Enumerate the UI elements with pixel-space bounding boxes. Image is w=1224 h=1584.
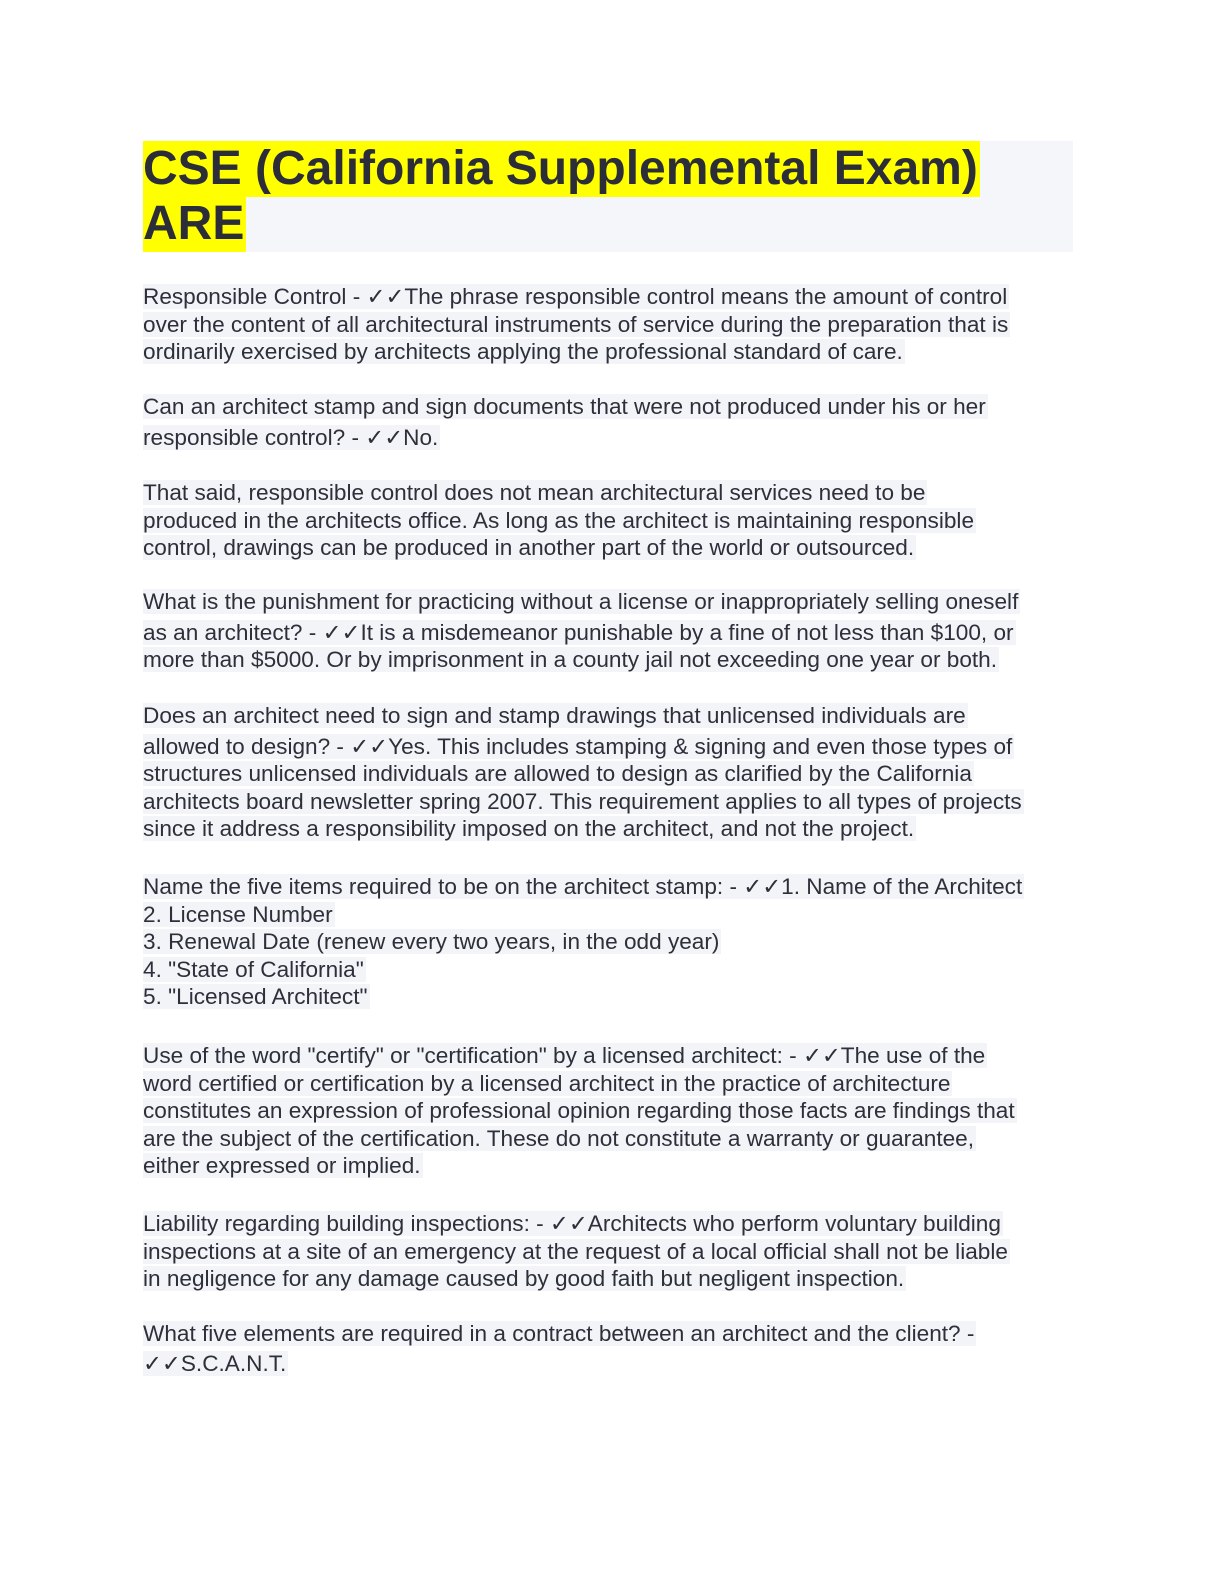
qa-line: 5. "Licensed Architect" bbox=[143, 984, 368, 1009]
qa-line: control, drawings can be produced in another part of the world or outsourced. bbox=[143, 535, 915, 560]
qa-line: What five elements are required in a contract between an architect and the client? - bbox=[143, 1321, 975, 1346]
qa-line: Responsible Control - ✓✓The phrase responsible control means the amount of control bbox=[143, 284, 1008, 309]
qa-line: 2. License Number bbox=[143, 901, 333, 927]
qa-line: Name the five items required to be on the architect stamp: - ✓✓1. Name of the Architect bbox=[143, 874, 1023, 899]
qa-card bbox=[143, 588, 1073, 674]
qa-line: What is the punishment for practicing without a license or inappropriately selling oneself bbox=[143, 589, 1019, 614]
qa-line: in negligence for any damage caused by good faith but negligent inspection. bbox=[143, 1266, 905, 1291]
qa-line: architects board newsletter spring 2007. This requirement applies to all types of projects bbox=[143, 788, 1022, 814]
qa-line: word certified or certification by a licensed architect in the practice of architecture bbox=[143, 1070, 951, 1096]
qa-line: constitutes an expression of professional opinion regarding those facts are findings that bbox=[143, 1098, 1015, 1123]
document-title bbox=[143, 141, 1073, 252]
qa-card bbox=[143, 283, 1073, 366]
qa-line: inspections at a site of an emergency at the request of a local official shall not be liable bbox=[143, 1238, 1008, 1264]
qa-line: over the content of all architectural instruments of service during the preparation that is bbox=[143, 311, 1009, 337]
qa-line: responsible control? - ✓✓No. bbox=[143, 424, 439, 450]
qa-line: more than $5000. Or by imprisonment in a county jail not exceeding one year or both. bbox=[143, 647, 998, 672]
qa-line: That said, responsible control does not mean architectural services need to be bbox=[143, 480, 926, 505]
qa-line: Use of the word "certify" or "certification" by a licensed architect: - ✓✓The use of the bbox=[143, 1043, 986, 1068]
qa-line: either expressed or implied. bbox=[143, 1153, 421, 1178]
qa-card bbox=[143, 1320, 1073, 1377]
title-line-2: ARE bbox=[143, 197, 245, 250]
qa-line: structures unlicensed individuals are allowed to design as clarified by the California bbox=[143, 761, 972, 786]
qa-card bbox=[143, 479, 1073, 562]
qa-line: Liability regarding building inspections: - ✓✓Architects who perform voluntary building bbox=[143, 1211, 1001, 1236]
qa-line: 3. Renewal Date (renew every two years, in the odd year) bbox=[143, 929, 720, 954]
qa-card bbox=[143, 393, 1073, 451]
qa-card bbox=[143, 873, 1073, 1011]
qa-card bbox=[143, 1042, 1073, 1180]
qa-line: since it address a responsibility imposed on the architect, and not the project. bbox=[143, 816, 915, 841]
qa-line: as an architect? - ✓✓It is a misdemeanor punishable by a fine of not less than $100, or bbox=[143, 619, 1014, 645]
qa-line: produced in the architects office. As long as the architect is maintaining responsible bbox=[143, 507, 975, 533]
qa-line: 4. "State of California" bbox=[143, 956, 364, 982]
qa-line: ✓✓S.C.A.N.T. bbox=[143, 1350, 287, 1376]
title-line-1: CSE (California Supplemental Exam) bbox=[143, 142, 978, 195]
qa-line: Does an architect need to sign and stamp drawings that unlicensed individuals are bbox=[143, 703, 966, 728]
qa-line: allowed to design? - ✓✓Yes. This includes stamping & signing and even those types of bbox=[143, 733, 1013, 759]
qa-card bbox=[143, 1210, 1073, 1293]
qa-card bbox=[143, 702, 1073, 843]
qa-line: Can an architect stamp and sign documents that were not produced under his or her bbox=[143, 394, 986, 419]
qa-line: are the subject of the certification. These do not constitute a warranty or guarantee, bbox=[143, 1125, 975, 1151]
qa-line: ordinarily exercised by architects applying the professional standard of care. bbox=[143, 339, 903, 364]
